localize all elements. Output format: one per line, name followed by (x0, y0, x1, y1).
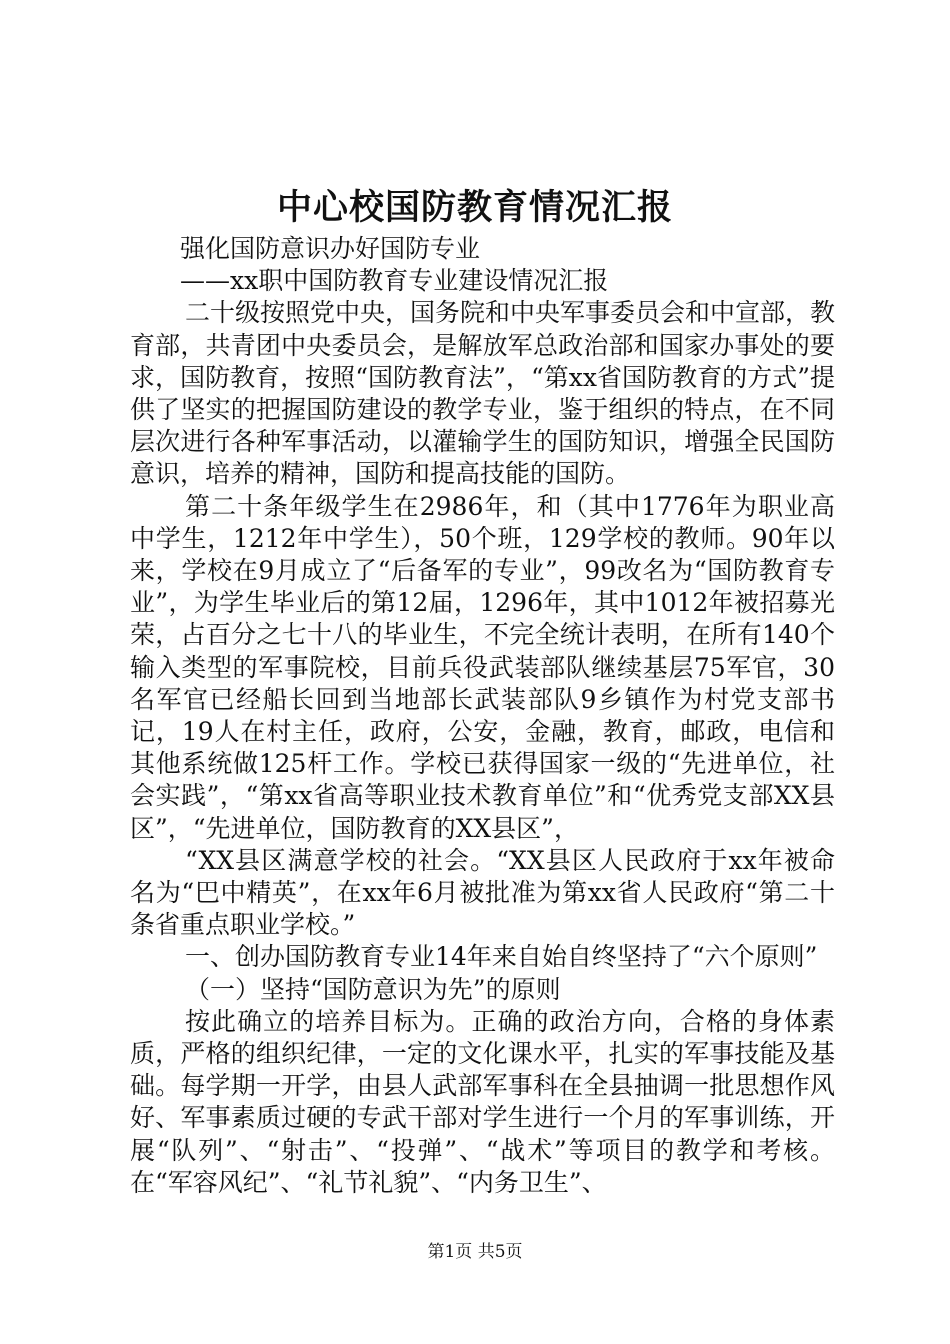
section-heading: 一、创办国防教育专业14年来自始自终坚持了“六个原则” (185, 942, 818, 972)
paragraph: “XX县区满意学校的社会。“XX县区人民政府于xx年被命名为“巴中精英”，在xx年6月被批准为第xx省人民政府“第二十条省重点职业学校。” (130, 845, 835, 940)
paragraph: 二十级按照党中央，国务院和中央军事委员会和中宣部，教育部，共青团中央委员会，是解放军总政治部和国家办事处的要求，国防教育，按照“国防教育法”，“第xx省国防教育的方式”提供了坚实的把握国防建设的教学专业，鉴于组织的特点，在不同层次进行各种军事活动，以灌输学生的国防知识，增强全民国防意识，培养的精神，国防和提高技能的国防。 (130, 298, 836, 489)
subsection-heading: （一）坚持“国防意识为先”的原则 (185, 974, 561, 1004)
subtitle: 强化国防意识办好国防专业 (180, 234, 481, 263)
paragraph: 按此确立的培养目标为。正确的政治方向，合格的身体素质，严格的组织纪律，一定的文化课水平，扎实的军事技能及基础。每学期一开学，由县人武部军事科在全县抽调一批思想作风好、军事素质过硬的专武干部对学生进行一个月的军事训练，开展“队列”、“射击”、“投弹”、“战术”等项目的教学和考核。在“军容风纪”、“礼节礼貌”、“内务卫生”、 (130, 1006, 835, 1197)
document-title: 中心校国防教育情况汇报 (276, 187, 673, 228)
sub-subtitle: ——xx职中国防教育专业建设情况汇报 (180, 266, 609, 296)
document-body (130, 233, 835, 1199)
page-number-footer: 第1页 共5页 (427, 1242, 523, 1262)
paragraph: 第二十条年级学生在2986年，和（其中1776年为职业高中学生，1212年中学生），50个班，129学校的教师。90年以来，学校在9月成立了“后备军的专业”，99改名为“国防教育专业”，为学生毕业后的第12届，1296年，其中1012年被招募光荣，占百分之七十八的毕业生，不完全统计表明，在所有140个输入类型的军事院校，目前兵役武装部队继续基层75军官，30名军官已经船长回到当地部长武装部队9乡镇作为村党支部书记，19人在村主任，政府，公安，金融，教育，邮政，电信和其他系统做125杆工作。学校已获得国家一级的“先进单位，社会实践”，“第xx省高等职业技术教育单位”和“优秀党支部XX县区”，“先进单位，国防教育的XX县区”， (130, 491, 835, 843)
